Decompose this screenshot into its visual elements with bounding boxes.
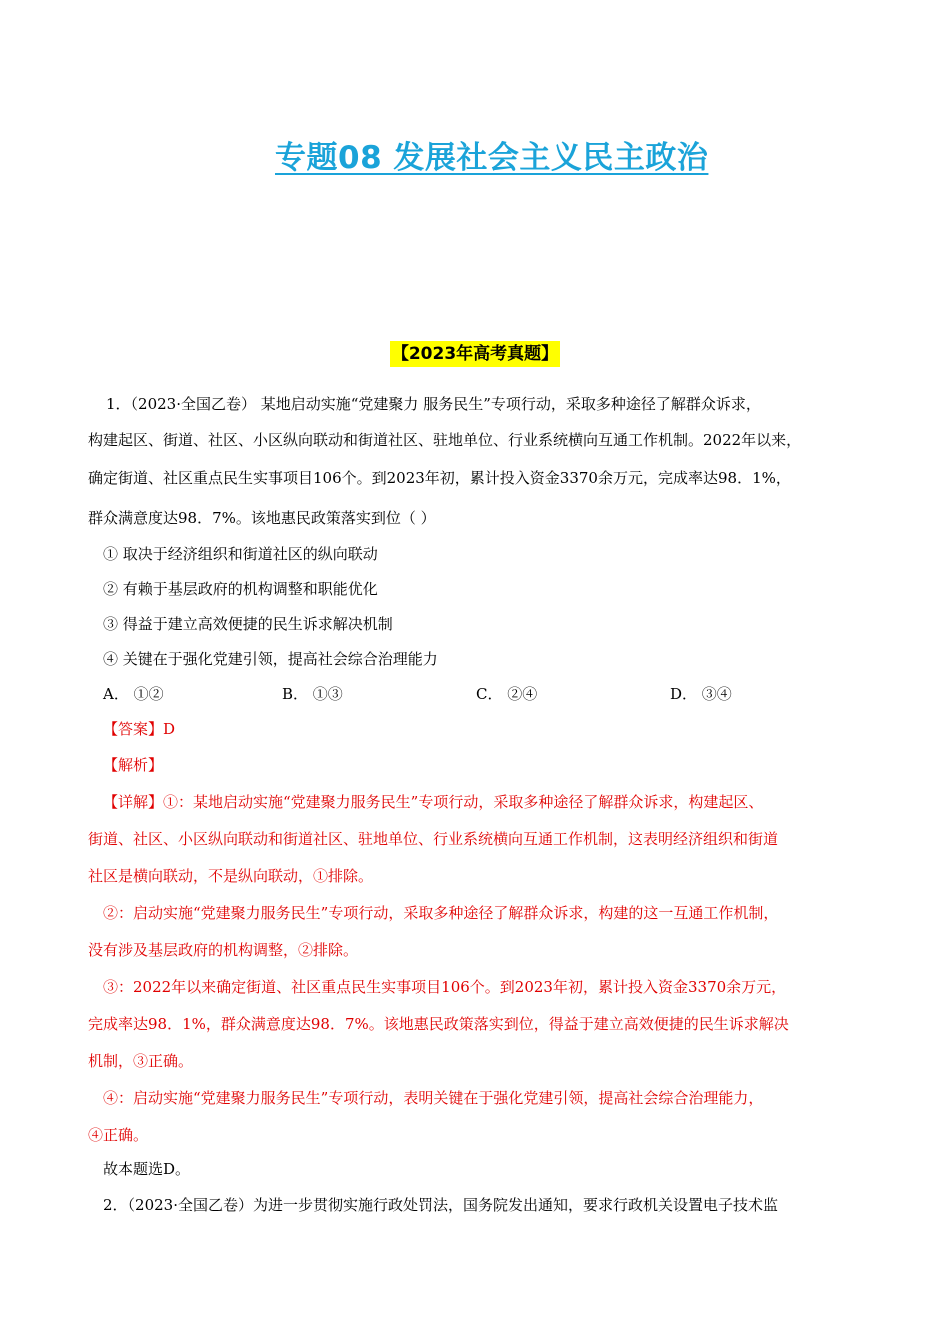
option-a: A． ①② xyxy=(103,685,164,703)
detail-line: 【详解】①：某地启动实施“党建聚力服务民生”专项行动，采取多种途径了解群众诉求，构建起区、 xyxy=(103,793,764,811)
section-heading-label: 【2023年高考真题】 xyxy=(390,341,560,367)
question-stem-line: 群众满意度达98．7%。该地惠民政策落实到位（ ） xyxy=(88,509,436,527)
page-title: 专题08 发展社会主义民主政治 xyxy=(275,140,709,176)
option-d: D． ③④ xyxy=(670,685,732,703)
question-stem-line: 确定街道、社区重点民生实事项目106个。到2023年初，累计投入资金3370余万元，完成率达98．1%， xyxy=(88,469,791,487)
question-stem-line: 1．（2023·全国乙卷） 某地启动实施“党建聚力 服务民生”专项行动，采取多种途径了解群众诉求， xyxy=(106,395,761,413)
detail-line: 机制，③正确。 xyxy=(88,1052,194,1070)
statement-1: ① 取决于经济组织和街道社区的纵向联动 xyxy=(103,545,378,563)
analysis-label: 【解析】 xyxy=(103,756,164,774)
option-c: C． ②④ xyxy=(476,685,538,703)
detail-line: 完成率达98．1%，群众满意度达98．7%。该地惠民政策落实到位，得益于建立高效便捷的民生诉求解决 xyxy=(88,1015,789,1033)
answer-label: 【答案】D xyxy=(103,720,176,738)
option-b: B． ①③ xyxy=(282,685,343,703)
section-heading xyxy=(0,339,950,364)
detail-line: ③：2022年以来确定街道、社区重点民生实事项目106个。到2023年初，累计投入资金3370余万元， xyxy=(103,978,787,996)
statement-4: ④ 关键在于强化党建引领，提高社会综合治理能力 xyxy=(103,650,438,668)
statement-2: ② 有赖于基层政府的机构调整和职能优化 xyxy=(103,580,378,598)
detail-line: 没有涉及基层政府的机构调整，②排除。 xyxy=(88,941,359,959)
conclusion: 故本题选D。 xyxy=(103,1160,191,1178)
detail-line: 社区是横向联动，不是纵向联动，①排除。 xyxy=(88,867,374,885)
question-stem-line: 2．（2023·全国乙卷）为进一步贯彻实施行政处罚法，国务院发出通知，要求行政机关设置电子技术监 xyxy=(103,1196,778,1214)
question-stem-line: 构建起区、街道、社区、小区纵向联动和街道社区、驻地单位、行业系统横向互通工作机制。2022年以来， xyxy=(88,431,802,449)
detail-line: ②：启动实施“党建聚力服务民生”专项行动，采取多种途径了解群众诉求，构建的这一互通工作机制， xyxy=(103,904,779,922)
detail-line: ④正确。 xyxy=(88,1126,149,1144)
detail-line: ④：启动实施“党建聚力服务民生”专项行动，表明关键在于强化党建引领，提高社会综合治理能力， xyxy=(103,1089,764,1107)
detail-line: 街道、社区、小区纵向联动和街道社区、驻地单位、行业系统横向互通工作机制，这表明经济组织和街道 xyxy=(88,830,779,848)
statement-3: ③ 得益于建立高效便捷的民生诉求解决机制 xyxy=(103,615,393,633)
